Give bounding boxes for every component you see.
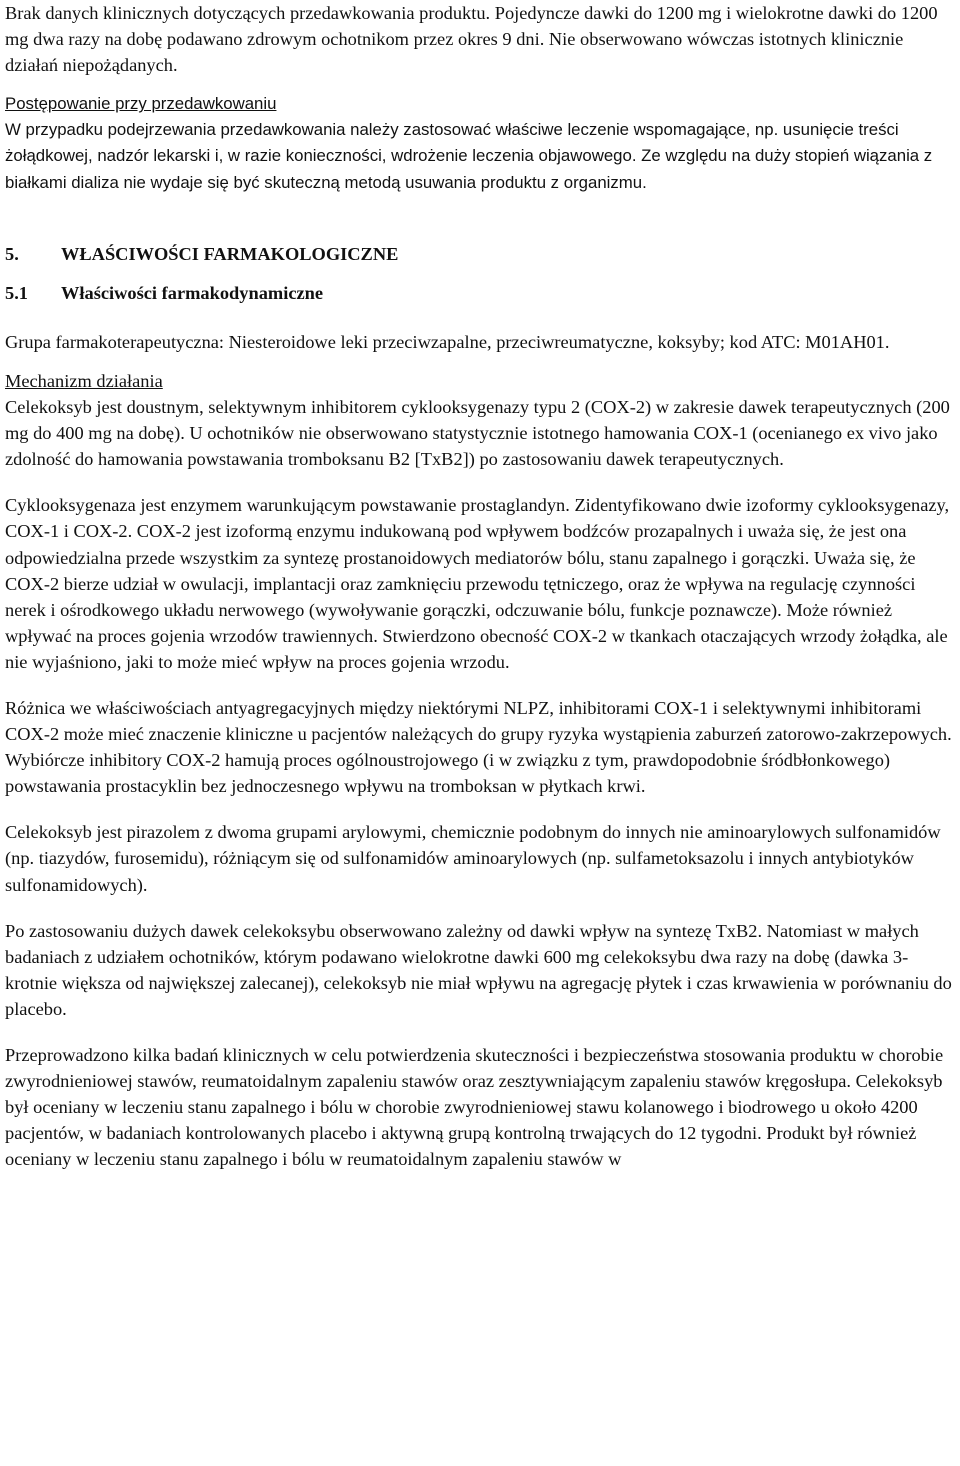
section-5-1-heading xyxy=(5,280,957,306)
overdose-title: Postępowanie przy przedawkowaniu xyxy=(5,94,277,114)
mechanism-paragraph-5: Po zastosowaniu dużych dawek celekoksybu obserwowano zależny od dawki wpływ na syntezę TxB2. Natomiast w małych badaniach z udziałem ochotników, którym podawano wielokrotne dawki 600 mg celekoksybu dwa razy na dobę (dawka 3-krotnie większa od największej zalecanej), celekoksyb nie miał wpływu na agregację płytek i czas krwawienia w porównaniu do placebo. xyxy=(5,920,952,1019)
mechanism-paragraph-3: Różnica we właściwościach antyagregacyjnych między niektórymi NLPZ, inhibitorami COX-1 i selektywnymi inhibitorami COX-2 może mieć znaczenie kliniczne u pacjentów należących do grupy ryzyka wystąpienia zaburzeń zatorowo-zakrzepowych. Wybiórcze inhibitory COX-2 hamują proces ogólnoustrojowego (i w związku z tym, prawdopodobnie śródbłonkowego) powstawania prostacyklin bez jednoczesnego wpływu na tromboksan w płytkach krwi. xyxy=(5,697,952,797)
mechanism-paragraph-1: Celekoksyb jest doustnym, selektywnym inhibitorem cyklooksygenazy typu 2 (COX-2) w zakresie dawek terapeutycznych (200 mg do 400 mg na dobę). U ochotników nie obserwowano statystycznie istotnego hamowania COX-1 (ocenianego ex vivo jako zdolność do hamowania powstawania tromboksanu B2 [TxB2]) po zastosowaniu dawek terapeutycznych. xyxy=(5,397,950,470)
section-5-1-title: Właściwości farmakodynamiczne xyxy=(61,282,324,303)
section-5-title: WŁAŚCIWOŚCI FARMAKOLOGICZNE xyxy=(61,243,399,264)
pharmacotherapeutic-group: Grupa farmakoterapeutyczna: Niesteroidowe leki przeciwzapalne, przeciwreumatyczne, koksyby; kod ATC: M01AH01. xyxy=(5,331,890,352)
mechanism-paragraph-4: Celekoksyb jest pirazolem z dwoma grupami arylowymi, chemicznie podobnym do innych nie aminoarylowych sulfonamidów (np. tiazydów, furosemidu), różniącym się od sulfonamidów aminoarylowych (np. sulfametoksazolu i innych antybiotyków sulfonamidowych). xyxy=(5,822,941,895)
intro-paragraph: Brak danych klinicznych dotyczących przedawkowania produktu. Pojedyncze dawki do 1200 mg i wielokrotne dawki do 1200 mg dwa razy na dobę podawano zdrowym ochotnikom przez okres 9 dni. Nie obserwowano wówczas istotnych klinicznie działań niepożądanych. xyxy=(5,3,938,76)
section-5-1-number: 5.1 xyxy=(5,282,28,303)
overdose-paragraph: W przypadku podejrzewania przedawkowania należy zastosować właściwe leczenie wspomagające, np. usunięcie treści żołądkowej, nadzór lekarski i, w razie konieczności, wdrożenie leczenia objawowego. Ze względu na duży stopień wiązania z białkami dializa nie wydaje się być skuteczną metodą usuwania produktu z organizmu. xyxy=(5,120,933,192)
section-5-heading xyxy=(5,241,957,267)
mechanism-paragraph-2: Cyklooksygenaza jest enzymem warunkującym powstawanie prostaglandyn. Zidentyfikowano dwie izoformy cyklooksygenazy, COX-1 i COX-2. COX-2 jest izoformą enzymu indukowaną pod wpływem bodźców prozapalnych i uważa się, że jest ona odpowiedzialna przede wszystkim za syntezę prostanoidowych mediatorów bólu, stanu zapalnego i gorączki. Uważa się, że COX-2 bierze udział w owulacji, implantacji oraz zamknięciu przewodu tętniczego, oraz że wpływa na regulację czynności nerek i ośrodkowego układu nerwowego (wywoływanie gorączki, odczuwanie bólu, funkcje poznawcze). Może również wpływać na proces gojenia wrzodów trawiennych. Stwierdzono obecność COX-2 w tkankach otaczających wrzody żołądka, ale nie wyjaśniono, jaki to może mieć wpływ na proces gojenia wrzodu. xyxy=(5,495,950,672)
mechanism-paragraph-6: Przeprowadzono kilka badań klinicznych w celu potwierdzenia skuteczności i bezpieczeństwa stosowania produktu w chorobie zwyrodnieniowej stawów, reumatoidalnym zapaleniu stawów oraz zesztywniającym zapaleniu stawów kręgosłupa. Celekoksyb był oceniany w leczeniu stanu zapalnego i bólu w chorobie zwyrodnieniowej stawu kolanowego i biodrowego u około 4200 pacjentów, w badaniach kontrolowanych placebo i aktywną grupą kontrolną trwających do 12 tygodni. Produkt był również oceniany w leczeniu stanu zapalnego i bólu w reumatoidalnym zapaleniu stawów w xyxy=(5,1045,944,1170)
document-page xyxy=(5,0,957,1172)
mechanism-title: Mechanizm działania xyxy=(5,370,163,391)
overdose-section xyxy=(5,91,957,195)
section-5-number: 5. xyxy=(5,243,19,264)
